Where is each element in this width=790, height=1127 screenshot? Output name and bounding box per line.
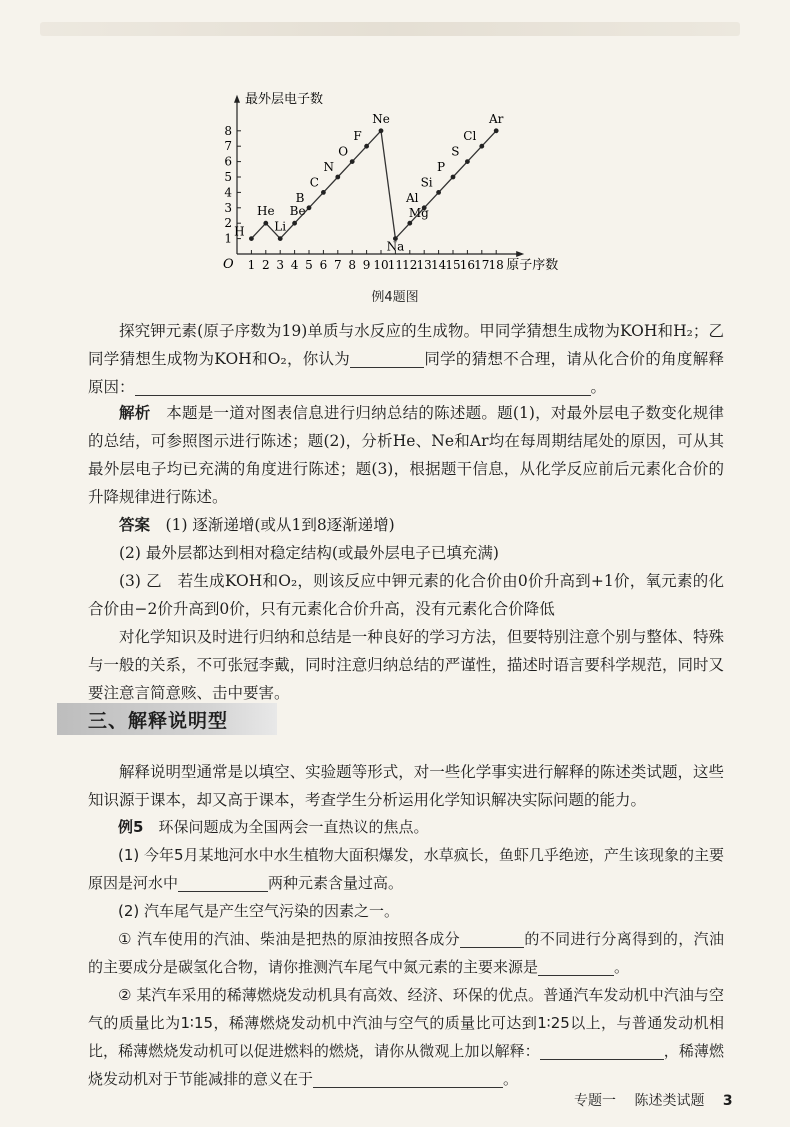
q3-line2a: 同学猜想生成物为KOH和O₂，你认为 (88, 350, 351, 368)
data-point (292, 221, 297, 226)
element-label: Na (386, 239, 405, 254)
page-number: 3 (722, 1093, 733, 1109)
element-label: F (353, 129, 362, 144)
example5-p3c: 。 (614, 958, 630, 976)
answer-1: (1) 逐渐递增(或从1到8逐渐递增) (165, 516, 395, 534)
data-point (263, 221, 268, 226)
element-label: S (451, 144, 460, 159)
element-label: Al (405, 190, 419, 205)
data-point (465, 159, 470, 164)
data-point (494, 128, 499, 133)
example5-p4a: ② 某汽车采用的稀薄燃烧发动机具有高效、经济、环保的优点。普通汽车发动机中汽油与空气的质量比为1∶15，稀薄燃烧发动机中汽油与空气的质量比可达到1∶25以上，与普通发动机相比，稀薄燃烧发动机可以促进燃料的燃烧，请你从微观上加以解释： (88, 986, 724, 1060)
x-tick-label: 12 (402, 258, 418, 272)
x-tick-label: 13 (416, 258, 432, 272)
q3-blank-reason[interactable] (135, 377, 591, 396)
chart-ticks (224, 124, 503, 272)
x-tick-label: 11 (387, 258, 404, 272)
answer-3: (3) 乙 若生成KOH和O₂，则该反应中钾元素的化合价由0价升高到+1价，氧元素的化合价由−2价升高到0价，只有元素化合价升高，没有元素化合价降低 (88, 572, 724, 618)
x-tick-label: 1 (247, 258, 256, 272)
analysis-block (88, 399, 724, 511)
chart-element-labels (234, 112, 503, 254)
origin-label: O (223, 257, 234, 272)
footer-topic: 专题一 (574, 1093, 616, 1109)
example5-blank-significance[interactable] (313, 1069, 503, 1088)
y-tick-label: 8 (224, 123, 232, 138)
x-tick-label: 5 (305, 258, 313, 272)
data-point (436, 190, 441, 195)
x-tick-label: 17 (474, 258, 490, 272)
example5-p3a: ① 汽车使用的汽油、柴油是把热的原油按照各成分 (118, 930, 461, 948)
q3-line3a: 因： (103, 378, 135, 396)
y-tick-label: 2 (224, 216, 232, 231)
chart-caption: 例4题图 (371, 290, 419, 305)
q3-line2b: 同学的猜想不合理，请从化合价的角度解释原 (88, 350, 724, 396)
x-tick-label: 3 (276, 258, 285, 272)
example5-p4c: 。 (503, 1070, 519, 1088)
x-tick-label: 2 (261, 258, 270, 272)
y-tick-label: 5 (224, 170, 232, 184)
data-point (364, 144, 369, 149)
x-tick-label: 9 (362, 258, 371, 272)
q3-blank-student[interactable] (350, 349, 424, 368)
data-point (479, 144, 484, 149)
example5-p3b: 的不同进行分离得到的，汽油的主要成分是碳氢化合物，请你推测汽车尾气中氮元素的主要来源是 (88, 930, 724, 976)
bleed-through-text (40, 22, 740, 36)
answer-label: 答案 (119, 516, 151, 534)
y-axis-label: 最外层电子数 (245, 91, 324, 107)
data-point (379, 128, 384, 133)
summary-paragraph: 对化学知识及时进行归纳和总结是一种良好的学习方法，但要特别注意个别与整体、特殊与一般的关系，不可张冠李戴，同时注意归纳总结的严谨性，描述时语言要科学规范，同时又要注意言简意赅、击中要害。 (88, 628, 724, 702)
x-tick-label: 15 (445, 258, 461, 272)
example5-title: 环保问题成为全国两会一直热议的焦点。 (158, 818, 429, 836)
section-heading: 三、解释说明型 (88, 710, 229, 732)
y-tick-label: 1 (224, 231, 232, 246)
answer-block (88, 511, 724, 539)
q3-line3b: 。 (590, 378, 607, 396)
x-tick-label: 7 (333, 258, 342, 272)
chart-points (249, 128, 499, 241)
question-3 (88, 317, 724, 401)
example5-blank-nitrogen[interactable] (538, 957, 614, 976)
x-tick-label: 4 (290, 258, 299, 272)
element-label: Ne (372, 111, 390, 126)
x-tick-label: 6 (319, 258, 328, 272)
example5-label: 例5 (118, 818, 144, 836)
x-axis-label: 原子序数 (506, 258, 559, 273)
y-axis-arrow (234, 95, 240, 103)
x-tick-label: 18 (488, 258, 504, 272)
element-label: Si (420, 175, 433, 190)
data-point (278, 236, 283, 241)
example5-part2-1 (88, 925, 724, 981)
answer-2: (2) 最外层都达到相对稳定结构(或最外层电子已填充满) (119, 544, 499, 562)
data-point (307, 205, 312, 210)
example5-blank-property[interactable] (460, 929, 524, 948)
y-tick-label: 4 (224, 185, 232, 200)
y-tick-label: 6 (224, 154, 232, 169)
section-intro: 解释说明型通常是以填空、实验题等形式，对一些化学事实进行解释的陈述类试题，这些知识源于课本，却又高于课本，考查学生分析运用化学知识解决实际问题的能力。 (88, 763, 724, 809)
analysis-label: 解析 (119, 404, 151, 422)
example5-part2: (2) 汽车尾气是产生空气污染的因素之一。 (118, 902, 400, 920)
element-label: Ar (488, 111, 504, 126)
example5-blank-elements[interactable] (178, 873, 268, 892)
element-label: N (323, 160, 335, 174)
data-point (335, 175, 340, 180)
data-point (350, 159, 355, 164)
example5-p1a: (1) 今年5月某地河水中水生植物大面积爆发，水草疯长，鱼虾几乎绝迹，产生该现象的主要原因是河水中 (88, 846, 724, 892)
x-tick-label: 8 (348, 258, 357, 272)
element-label: Mg (408, 206, 429, 221)
data-point (407, 221, 412, 226)
y-tick-label: 3 (224, 200, 232, 215)
example5-part1 (88, 841, 724, 897)
q3-line1: 探究钾元素(原子序数为19)单质与水反应的生成物。甲同学猜想生成物为KOH和H₂；乙 (119, 322, 724, 340)
y-tick-label: 7 (224, 139, 232, 154)
element-label: Li (274, 219, 287, 234)
example5-p1b: 两种元素含量过高。 (268, 874, 404, 892)
data-point (249, 236, 254, 241)
x-tick-label: 10 (373, 258, 389, 272)
element-label: P (436, 160, 446, 174)
footer-type: 陈述类试题 (634, 1093, 705, 1109)
element-label: C (309, 175, 319, 190)
element-label: B (295, 190, 305, 205)
element-label: Be (289, 204, 306, 219)
example5-p4b: ，稀薄燃烧发动机对于节能减排的意义在于 (88, 1042, 724, 1088)
example5-blank-micro[interactable] (540, 1041, 664, 1060)
page-footer (560, 1090, 733, 1110)
example5-title-line (88, 813, 724, 841)
x-tick-label: 14 (430, 258, 447, 272)
data-point (451, 175, 456, 180)
example5-part2-2 (88, 981, 724, 1093)
element-label: H (234, 224, 245, 239)
element-label: He (257, 204, 275, 219)
analysis-text: 本题是一道对图表信息进行归纳总结的陈述题。题(1)，对最外层电子数变化规律的总结，可参照图示进行陈述；题(2)，分析He、Ne和Ar均在每周期结尾处的原因，可从其最外层电子均已充满的角度进行陈述；题(3)，根据题干信息，从化学反应前后元素化合价的升降规律进行陈述。 (88, 404, 724, 506)
data-point (321, 190, 326, 195)
x-axis-arrow (516, 251, 524, 257)
x-tick-label: 16 (459, 258, 476, 272)
outer-electron-chart (205, 58, 575, 283)
element-label: Cl (463, 129, 477, 144)
element-label: O (338, 144, 349, 159)
